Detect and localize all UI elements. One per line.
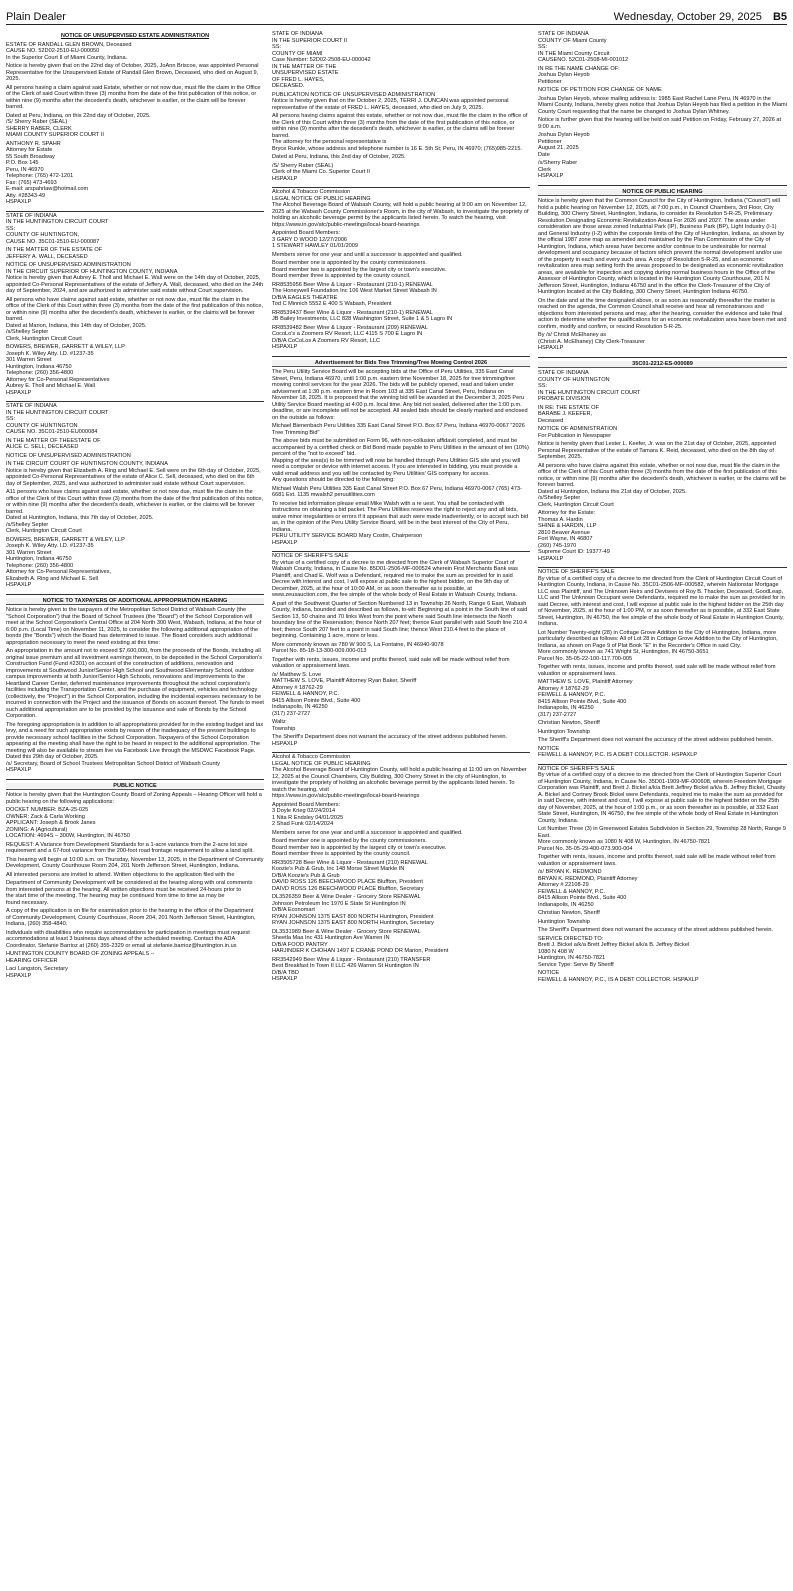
- legal-notice: [6, 779, 264, 984]
- notice-paragraph: NOTICE OF SHERIFF'S SALE By virtue of a certified copy of a decree to me directed from the Clerk of Huntington Circuit Court of Huntington County, Indiana, in Cause No. 35C01-2506-MF-000582, wherein Nationstar Mortgage LLC was Plaintiff, and The Unknown Heirs and Devisees of Roy B. Thacker, Deceased, GoodLeap, LLC and The Unknown Occupant were Defendants, required me to make the sum as provided for in said Decree, with interest and cost, I will expose at public sale to the highest bidder on the 25th day of November, 2025, at the hour of 1:00 PM, or as soon thereafter as is possible, at 332 East State Street, Huntington, IN 46750, the fee simple of the whole body of Real Estate in Huntington County, Indiana.: [538, 569, 785, 627]
- legal-notice: [6, 211, 264, 401]
- notice-paragraph: Members serve for one year and until a successor is appointed and qualified.: [272, 251, 463, 258]
- notice-paragraph: IN RE: THE ESTATE OF BARABE J. KEEFER, Deceased: [538, 404, 599, 424]
- notice-paragraph: NOTICE OF SHERIFF'S SALE By virtue of a certified copy of a decree to me directed from the Clerk of Huntington Superior Court of Huntington County, Indiana, in Cause No. 35D01-1909-MF-000608, wherein Freedom Mortgage Corporation was Plaintiff, and Brett J. Bickel a/k/a Brett Jeffrey Bickel a/k/a B. Jeffrey Bickel, Chasity A. Bickel and Cortney Brook Bickel were Defendants, required me to make the sum as provided for in said Decree, with interest and cost, I will expose at public sale to the highest bidder on the 25th day of November, 2025, at the hour of 1:00 p.m., or as soon thereafter as is possible, at 332 East State Street, Huntington, IN 46750, the fee simple of the whole body of Real Estate in Huntington County, Indiana.: [538, 765, 786, 824]
- notice-paragraph: Notice is hereby given that Lester L. Keefer, Jr. was on the 21st day of October, 2025, appointed Personal Representative of the estate of Tamara K. Reid, deceased, who died on the 8th day of September, 2025.: [538, 441, 776, 460]
- notice-paragraph: Alcohol & Tobacco Commission LEGAL NOTICE OF PUBLIC HEARING The Alcohol Beverage Board of Wabash County, will hold a public hearing at 9:00 am on November 12, 2025 at the Wabash County Commissioner's Room, in the city of Wabash, to investigate the propriety of holding an alcoholic beverage permit by the applicants listed herein. To watch the hearing, visit https://www.in.gov/atc/public-meetings/local-board-hearings: [272, 189, 529, 228]
- notice-paragraph: BOWERS, BREWER, GARRETT & WILEY, LLP Joseph K. Wiley Atty. I.D. #1237-35 301 Warren Street Huntington, Indiana 46750 Telephone: (260) 356-4800 Attorney for Co-Personal Representatives, Elizabeth A. Ring and Michael E. Sell HSPAXLP: [6, 536, 125, 588]
- legal-notice: [272, 356, 530, 551]
- legal-notice: [6, 401, 264, 593]
- notice-title: NOTICE OF UNSUPERVISED ESTATE ADMINISTRATION: [60, 33, 210, 39]
- notice-paragraph: Alcohol & Tobacco Commission LEGAL NOTICE OF PUBLIC HEARING The Alcohol Beverage Board of Huntington County, will hold a public hearing at 11:00 am on November 12, 2025 at the Council Chambers, City Building, 300 Cherry Street in the city of Huntington, to investigate the propriety of holding an alcoholic beverage permit by the applicants listed herein. To watch the hearing, visit https://www.in.gov/atc/public-meetings/local-board-hearings: [272, 754, 527, 799]
- notice-paragraph: All persons who have claims against this estate, whether or not now due, must file the claim in the office of the Clerk of this Court within three (3) months from the date of the first publication of this notice, or within nine (9) months after the decedent's death, whichever is earlier, or the claims will be forever barred. Dated at Huntington, Indiana this 21st day of October, 2025. /s/Shelley Septer Clerk, Huntington Circuit Court: [538, 462, 786, 508]
- publication-name: Plain Dealer: [6, 11, 66, 23]
- notice-paragraph: /S/ Sherry Raber (SEAL) Clerk of the Miami Co. Superior Court II HSPAXLP: [272, 162, 370, 182]
- notice-title: PUBLIC NOTICE: [6, 783, 264, 791]
- issue-date: Wednesday, October 29, 2025: [613, 11, 762, 23]
- legal-notice: [272, 752, 530, 987]
- notice-paragraph: Christian Newton, Sheriff: [538, 720, 600, 726]
- notice-paragraph: RR8535956 Beer Wine & Liquor - Restaurant (210-1) RENEWAL The Honeywell Foundation Inc 106 West Market Street Wabash IN D/B/A EAGLES THEATRE Tod C Minnich 5552 E 400 S Wabash, President: [272, 281, 437, 307]
- notice-paragraph: The Peru Utility Service Board will be accepting bids at the Office of Peru Utilities, 335 East Canal Street, Peru, Indiana 46970, until 1:00 p.m. eastern time November 18, 2025 for tree trimming/tree mowing control services for the year 2026. The bids will be publicly opened, read and taken under advisement at 1:30 p.m. eastern time in Room 103 at 335 East Canal Street, Peru, Indiana on November 18, 2025. It is proposed that the winning bid will be awarded at the December 3, 2025 Peru Utility Service Board meeting at 4:00 p.m. local time. Any bid not sealed, delivered after the 1:00 p.m. deadline, or are incomplete will not be accepted. All sealed bids should be clearly marked and enclosed on the outside as follows:: [272, 369, 528, 421]
- notice-paragraph: Huntington Township: [538, 918, 590, 925]
- notice-paragraph: Together with rents, issues, income and profits thereof, said sale will be made without relief from valuation or appraisement laws.: [272, 656, 510, 669]
- notice-paragraph: Laci Langston, Secretary HSPAXLP: [6, 966, 68, 979]
- notice-paragraph: Joshua Dylan Heyob, whose mailing address is: 1985 East Rachel Lane Peru, IN 46970 in the Miami County, Indiana, hereby gives notice that Joshua Dylan Heyob has filed a petition in the Miami County Court requesting that the name be changed to Joshua Dylan Whitney.: [538, 95, 787, 115]
- notice-paragraph: IN THE CIRCUIT COURT OF HUNTINGTON COUNTY, INDIANA Notice is hereby given that Elizabeth A. Ring and Michael E. Sell were on the 6th day of October, 2025, appointed Co-Personal Representatives of the estate of Alice C. Sell, deceased, who died on the 6th day of September, 2025, and was authorized to administer said estate without Court supervision.: [6, 461, 261, 487]
- notice-paragraph: More commonly known as 780 W 900 S, La Fontaine, IN 46940-9078 Parcel No. 85-18-13-300-009.000-013: [272, 641, 444, 654]
- notice-paragraph: STATE OF INDIANA COUNTY OF Miami County SS: IN THE Miami County Circuit CAUSENO. 52C01-2508-MI-001012: [538, 31, 629, 63]
- masthead: [6, 6, 787, 25]
- notice-paragraph: A part of the Southwest Quarter of Section Numbered 13 in Township 26 North, Range 6 East, Wabash County, Indiana, bounded and described as follows, to-wit: Beginning at a point in the South line of said Section 13, 50 chains and 70 links West from the point where said South line intersects the North boundary line of the Reservation; thence North 207 feet; thence East parallel with said South line 210.4 feet; thence South 207 feet to a point in said South line; thence West 210.4 feet to the place of beginning. Containing 1 acre, more or less.: [272, 600, 528, 639]
- notice-paragraph: All persons having a claim against said Estate, whether or not now due, must file the claim in the Office of the Clerk of said Court within three (3) months from the date of the first publication of this notice, or within nine (9) months after the decedent's death, whichever is earlier, or the claim will be forever barred.: [6, 84, 261, 110]
- notice-paragraph: IN RE THE NAME CHANGE OF: Joshua Dylan Heyob Petitioner: [538, 65, 620, 85]
- notice-paragraph: STATE OF INDIANA IN THE HUNTINGTON CIRCUIT COURT SS: COUNTY OF HUNTINGTON, CAUSE NO. 35C01-2510-EU-000087: [6, 212, 109, 245]
- notice-paragraph: Christian Newton, Sheriff: [538, 910, 600, 916]
- notice-paragraph: Notice is hereby given to the taxpayers of the Metropolitan School District of Wabash County (the "School Corporation") that the Board of School Trustees (the "Board") of the School Corporation will meet at the School Corporation's Central Office at 204 North 300 West, Wabash, Indiana, at the hour of 6:00 p.m. (Local Time) on November 11, 2025, to consider the following additional appropriation of the bonds (the "Bonds") which the Board has determined to issue. The Board considers such additional appropriation necessary to meet the need existing at this time:: [6, 607, 262, 646]
- notice-paragraph: ANTHONY R. SPAHR Attorney for Estate 55 South Broadway P.O. Box 145 Peru, IN 46970 Telephone: (765) 472-1201 Fax: (765) 473-4693 E-mail: arspahrlaw@hotmail.com Atty. #28343-49 HSPAXLP: [6, 140, 89, 205]
- notice-paragraph: Members serve for one year and until a successor is appointed and qualified.: [272, 829, 463, 836]
- notice-paragraph: RR8539482 Beer Wine & Liquor - Restaurant (209) RENEWAL CocoLo's a Zoomers RV Resort, LLC 4115 S 700 E Lagro IN D/B/A CoCoLos A Zoomers RV Resort, LLC HSPAXLP: [272, 324, 428, 350]
- notice-paragraph: Board member one is appointed by the county commissioners. Board member two is appointed by the largest city or town's executive. Board member three is appointed by the county council.: [272, 838, 447, 857]
- notice-paragraph: A copy of the application is on file for examination prior to the hearing in the office of the Department of Community Development, County Courthouse, Room 204, 201 North Jefferson Street, Huntington, Indiana, (260) 358-4840.: [6, 908, 256, 927]
- legal-notice: [272, 551, 530, 751]
- notice-paragraph: /s/ Matthew S. Love MATTHEW S. LOVE, Plaintiff Attorney Ryan Baker, Sheriff Attorney # 18762-29 FEIWELL & HANNOY, P.C. 8415 Allison Pointe Blvd., Suite 400 Indianapolis, IN 46250 (317) 237-2727: [272, 671, 417, 717]
- notice-paragraph: ESTATE OF RANDALL GLEN BROWN, Deceased CAUSE NO. 52D02-2510-EU-000050 In the Superior Court II of Miami County, Indiana.: [6, 41, 132, 61]
- notice-paragraph: /s/ BRYAN K. REDMOND BRYAN K. REDMOND, Plaintiff Attorney Attorney # 22108-29 FEIWELL & HANNOY, P.C. 8415 Allison Pointe Blvd., Suite 400 Indianapolis, IN 46250: [538, 869, 638, 908]
- notice-paragraph: Individuals with disabilities who require accommodations for participation in meetings must request accommodations at least 3 business days ahead of the scheduled meeting. Contact the ADA Coordinator, Stefanie Barrioz at (260) 355-2329 or email at stefanie.barrioz@huntington.in.us: [6, 929, 250, 949]
- notice-title: NOTICE TO TAXPAYERS OF ADDITIONAL APPROPRIATION HEARING: [6, 598, 264, 606]
- notice-paragraph: Department of Community Development will be considered at the hearing along with oral comments from interested persons at the hearing. All written objections must be received 24-hours prior to the start time of the meeting. The hearing may be continued from time to time as may be found necessary.: [6, 880, 253, 906]
- notice-paragraph: Waltz Township: [272, 719, 296, 732]
- notice-paragraph: Notice is hereby given that the Common Council for the City of Huntington, Indiana ("Council") will hold a public hearing on November 12, 2025, at 7:00 p.m., in Council Chambers, 3rd Floor, City Building, 300 Cherry Street, Huntington, Indiana, to consider its Resolution 5-R-25, Preliminary Resolution Designating Economic Revitalization Areas For 2026 and 2027. The areas under consideration are those areas zoned Industrial Park (IP), Business Park (BP), Light Industry (I-1) and General Industry (I-2) within the corporate limits of the City of Huntington, Indiana, as shown by the official 1987 zone map as amended and maintained by the Plan Commission of the City of Huntington, Indiana, which areas have become and/or continue to be undesirable for normal development and occupancy because of factors which prevent the normal development and/or use of the property in each and every such area. A copy of Resolution 5-R-25, and an economic revitalization area map setting forth the areas proposed to be designated as economic revitalization areas, are available for inspection and copying during normal business hours in the Office of the Assessor of Huntington County, which is located in the Huntington County Courthouse, 201 N. Jefferson Street, Huntington, Indiana 46750 and in the office the Clerk-Treasurer of the City of Huntington located at the City Building, 300 Cherry Street, Huntington Indiana 46750.: [538, 198, 784, 295]
- notice-paragraph: Together with rents, issues, income and profits thereof, said sale will be made without relief from valuation or appraisement laws.: [538, 854, 776, 867]
- notice-paragraph: All interested persons are invited to attend. Written objections to the application filed with the: [6, 871, 235, 878]
- notice-paragraph: On the date and at the time designated above, or as soon as reasonably thereafter the matter is reached on the agenda, the Common Council shall receive and hear all remonstrances and objections from interested persons and may, after the hearing, consider the evidence and take final action to determine whether the qualifications for an economic revitalization area have been met and confirm, modify and confirm, or rescind Resolution 5-R-25.: [538, 297, 787, 330]
- notice-paragraph: NOTICE OF UNSUPERVISED ADMINISTRATION: [6, 452, 131, 459]
- notice-paragraph: STATE OF INDIANA IN THE HUNTINGTON CIRCUIT COURT SS: COUNTY OF HUNTINGTON CAUSE NO. 35C01-2510-EU000084: [6, 403, 109, 435]
- notice-paragraph: NOTICE OF PETITION FOR CHANGE OF NAME: [538, 87, 662, 93]
- notice-paragraph: Attorney for the Estate: Thomas A. Hardin SHINE & HARDIN, LLP 2810 Beaver Avenue Fort Wayne, IN 46807 (260) 745-1970 Supreme Court ID: 19377-49 HSPAXLP: [538, 510, 610, 562]
- page-number: B5: [772, 11, 787, 23]
- notice-paragraph: NOTICE FEIWELL & HANNOY, P.C., IS A DEBT COLLECTOR. HSPAXLP: [538, 970, 699, 983]
- masthead-right: [614, 11, 787, 24]
- notice-paragraph: The foregoing appropriation is in addition to all appropriations provided for in the existing budget and tax levy, and a need for such appropriation exists by reason of the inadequacy of the present buildings to provide necessary school facilities in the School Corporation. Taxpayers of the School Corporation appearing at the meeting shall have the right to be heard in respect to the additional appropriation. The meeting will also be available to stream live via Facebook Live through the MSDWC Facebook Page. Dated this 29th day of October, 2025. /s/ Secretary, Board of School Trustees Metropolitan School District of Wabash County HSPAXLP: [6, 721, 264, 773]
- legal-notice: [6, 30, 264, 210]
- notice-paragraph: Notice is further given that the hearing will be held on said Petition on Friday, February 27, 2026 at 9:00 a.m.: [538, 117, 782, 130]
- legal-notice: [538, 567, 787, 763]
- notice-title: 35C01-2212-ES-000089: [538, 361, 787, 369]
- notice-paragraph: DL3531989 Beer & Wine Dealer - Grocery Store RENEWAL Sheetla Maa Inc 431 Huntington Ave Warren IN D/B/A FOOD PANTRY HARJINDER K CHOHAN 1497 E CRANE POND DR Marion, President: [272, 928, 449, 954]
- notice-paragraph: The Sheriff's Department does not warrant the accuracy of the street address published herein.: [538, 737, 774, 743]
- notice-paragraph: RR8539437 Beer Wine & Liquor - Restaurant (210-1) RENEWAL JB Bailey Investments, LLC 828 Washington Street, Suite 1 & 5 Lagro IN: [272, 309, 453, 322]
- notice-paragraph: BOWERS, BREWER, GARRETT & WILEY, LLP Joseph K. Wiley Atty. I.D. #1237-35 301 Warren Street Huntington, Indiana 46750 Telephone: (260) 356-4800 Attorney for Co-Personal Representatives Aubrey E. Tholl and Michael E. Wall HSPAXLP: [6, 344, 125, 396]
- notice-paragraph: Appointed Board Members: 3 Doyle Krieg 02/24/2014 1 Nita R Endsley 04/01/2025 2 Shad Funk 02/14/2024: [272, 801, 344, 827]
- notice-paragraph: REQUEST: A Variance from Development Standards for a 1-acre variance from the 2-acre lot size requirement and a 67-foot variance from the 200-foot road frontage requirement to allow a land split.: [6, 841, 254, 854]
- notice-paragraph: NOTICE FEIWELL & HANNOY, P.C. IS A DEBT COLLECTOR. HSPAXLP: [538, 745, 698, 758]
- notice-paragraph: /s/Sherry Raber Clerk HSPAXLP: [538, 160, 578, 179]
- notice-paragraph: Board member one is appointed by the county commissioners. Board member two is appointed by the largest city or town's executive. Board member three is appointed by the county council.: [272, 260, 447, 279]
- notice-title: Advertisement for Bids Tree Trimming/Tree Mowing Control 2026: [272, 360, 530, 368]
- notice-paragraph: STATE OF INDIANA IN THE SUPERIOR COURT II SS: COUNTY OF MIAMI Case Number: 52D02-2508-EU-000042 IN THE MATTER OF THE UNSUPERVISED ESTATE OF FRED L. HAYES, DECEASED.: [272, 31, 371, 89]
- notice-paragraph: Appointed Board Members: 3 GARY D WOOD 12/27/2006 1 STEWART HAWLEY 01/01/2009: [272, 230, 359, 249]
- notice-paragraph: Michael Bienenbach Peru Utilities 335 East Canal Street P.O. Box 67 Peru, Indiana 46970-0067 "2026 Tree Trimming Bid": [272, 423, 525, 436]
- notice-paragraph: Lot Number Three (3) in Greenwood Estates Subdivision in Section 29, Township 28 North, Range 9 East. More commonly known as 1080 N 408 W, Huntington, IN 46750-7821 Parcel No. 35-05-29-400-073.900-004: [538, 826, 786, 852]
- column-3: [538, 30, 787, 1587]
- notice-paragraph: Joshua Dylan Heyob Petitioner August 21, 2025 Date: [538, 132, 590, 158]
- notice-paragraph: Huntington Township: [538, 728, 590, 735]
- notice-paragraph: Lot Number Twenty-eight (28) in Cottage Grove Addition to the City of Huntington, Indiana, more particularly described as follows: All of Lot 28 in Cottage Grove Addition to the City of Huntington, Indiana, as shown on Page 9 of Plat Book "E" in the Recorder's Office in said City. More commonly known as 741 Wright St, Huntington, IN 46750-3651 Parcel No. 35-05-22-100-117.700-005: [538, 629, 778, 662]
- notice-paragraph: HUNTINGTON COUNTY BOARD OF ZONING APPEALS -- HEARING OFFICER: [6, 951, 155, 964]
- legal-notice: [272, 30, 530, 186]
- notice-paragraph: This hearing will begin at 10:00 a.m. on Thursday, November 13, 2025, in the Department of Community Development, County Courthouse Room 204, 201 North Jefferson Street, Huntington, Indiana.: [6, 856, 264, 869]
- legal-notice: [538, 30, 787, 184]
- notice-paragraph: RR3505728 Beer Wine & Liquor - Restaurant (210) RENEWAL Koozie's Pub & Grub, Inc 148 Morse Street Markle IN D/B/A Koozie's Pub & Grub DAVID ROSS 126 BEECHWOOD PLACE Bluffton, President DAIVD ROSS 126 BEECHWOOD PLACE Bluffton, Secretary: [272, 859, 428, 892]
- notice-paragraph: Notice is hereby given that the Huntington County Board of Zoning Appeals – Hearing Officer will hold a public hearing on the following applications:: [6, 792, 262, 805]
- notice-paragraph: NOTICE OF UNSUPERVISED ADMINISTRATION IN THE CIRCUIT SUPERIOR OF HUNTINGTON COUNTY, INDIANA Notice is hereby given that Aubrey E. Tholl and Michael E. Wall were on the 14th day of October, 2025, appointed Co-Personal Representatives of the estate of Jeffery A. Wall, deceased, who died on the 24th day of September, 2024, and are authorized to administer said estate without Court supervision.: [6, 262, 264, 294]
- notice-paragraph: DOCKET NUMBER: BZA-25-025 OWNER: Zack & Carla Working APPLICANT: Joseph & Brook Janes ZONING: A (Agricultural) LOCATION: 4694S – 300W, Huntington, IN 46750: [6, 807, 130, 839]
- notice-paragraph: RR3542949 Beer Wine & Liquor - Restaurant (210) TRANSFER Best Breakfast In Town II LLC 426 Warren St Huntington IN D/B/A TBD HSPAXLP: [272, 956, 431, 982]
- legal-notice: [6, 594, 264, 778]
- notice-paragraph: The above bids must be submitted on Form 96, with non-collusion affidavit completed, and must be accompanied by a certified check or Bid Bond made payable to Peru Utilities in the amount of ten (10%) percent of the "not to exceed" bid. Mapping of the area(s) to be trimmed will now be handled through Peru Utilities GIS site and you will need a computer or device with internet access. If you are interested in bidding, you must provide a valid email address and you will be contacted by Peru Utilities' GIS company for access. Any questions should be directed to the following:: [272, 438, 529, 483]
- notice-title: NOTICE OF PUBLIC HEARING: [538, 189, 787, 197]
- notice-paragraph: The Sheriff's Department does not warrant the accuracy of the street address published herein.: [538, 927, 774, 933]
- notice-paragraph: IN THE MATTER OF THEESTATE OF ALICE C. SELL, DECEASED: [6, 437, 101, 450]
- notice-paragraph: Dated at Peru, Indiana, on this 22nd day of October, 2025. /S/ Sherry Raber (SEAL) SHERRY RABER, CLERK MIAMI COUNTY SUPERIOR COURT II: [6, 112, 151, 138]
- column-2: [272, 30, 530, 1587]
- legal-notice: [538, 357, 787, 567]
- notice-paragraph: An appropriation in the amount not to exceed $7,600,000, from the proceeds of the Bonds, including all original issue premium and all investment earnings thereon, to be deposited in the School Corporation's Construction Fund (Fund #2301) on account of the construction of additions, renovation and improvements at Southwood Junior/Senior High School and Southwood Elementary School, outdoor campus improvements at both Junior/Senior High Schools, renovations and improvements to the Heartland Career Center, deferred maintenance improvements throughout the school corporation's facilities including the Transportation Center, and the purchase of equipment, vehicles and technology (collectively, the "Project") in the School Corporation, including the incidental expenses necessary to be incurred in connection with the Project and the issuance of Bonds on account thereof. The funds to meet such additional appropriation are to be provided by the issuance and sale of Bonds by the School Corporation.: [6, 648, 264, 719]
- notice-paragraph: All persons having claims against this estate, whether or not now due, must file the claim in the office of the Clerk of this Court within three (3) months from the date of the first publication of this notice, or within nine (9) months after the decedent's death, whichever is earlier, or the claims will be forever barred. The attorney for the personal representative is Bryce Runkle, whose address and telephone number is 16 E. 5th St; Peru, IN 46970; (765)985-2215.: [272, 113, 528, 152]
- notice-paragraph: Dated at Peru, Indiana, this 2nd day of October, 2025.: [272, 154, 406, 160]
- notice-paragraph: SERVICE DIRECTED TO: Brett J. Bickel a/k/a Brett Jeffrey Bickel a/k/a B. Jeffrey Bickel 1080 N 408 W Huntington, IN 46750-7821 Service Type: Serve By Sheriff: [538, 935, 690, 968]
- notice-paragraph: A11 persons who have claims against said estate, whether or not now due, must file the claim in the office of the Clerk of this Court within three (3) months from the date of the first publication of this notice, or within nine (9) months after the decedent's death, whichever is earlier, or the claims will be forever barred. Dated at Huntington, Indiana, this 7th day of October, 2025. /s/Shelley Septer Clerk, Huntington Circuit Court: [6, 489, 264, 534]
- notice-paragraph: NOTICE OF ADMINISTRATION For Publication in Newspaper: [538, 426, 618, 439]
- legal-notice: [272, 187, 530, 355]
- notice-paragraph: STATE OF INDIANA COUNTY OF HUNTINGTON SS: IN THE HUNTINGTON CIRCUIT COURT PROBATE DIVISION: [538, 370, 641, 402]
- notice-paragraph: Michael Walsh Peru Utilities 335 East Canal Street P.O. Box 67 Peru, Indiana 46970-0067 (765) 473-6681 Ext. 1135 mwalsh2 peruutilities.com: [272, 485, 522, 498]
- notice-paragraph: IN THE MATTER OF THE ESTATE OF JEFFERY A. WALL, DECEASED: [6, 247, 103, 260]
- legal-notice: [538, 185, 787, 356]
- notice-paragraph: By /s/ Christi McElhaney as (Christi A. McElhaney) City Clerk-Treasurer HSPAXLP: [538, 332, 646, 351]
- notice-paragraph: All persons who have claims against said estate, whether or not now due, must file the claim in the office of the Clerk of this Court within three (3) months from the date of the first publication of this notice, or within nine (9) months after the decedent's death, whichever is earlier, or the claims will be forever barred. Dated at Marion, Indiana, this 14th day of October, 2025. /s/Shelley Septer Clerk, Huntington Circuit Court: [6, 296, 264, 342]
- notice-paragraph: The Sheriff's Department does not warrant the accuracy of the street address published herein. HSPAXLP: [272, 734, 508, 747]
- notice-paragraph: Notice is hereby given that on the 22nd day of October, 2025, JoAnn Briscoe, was appointed Personal Representative for the Unsupervised Estate of Randall Glen Brown, Deceased, who died on August 9, 2025.: [6, 63, 259, 82]
- notice-paragraph: PUBLICATION NOTICE OF UNSUPERVISED ADMINISTRATION Notice is hereby given that on the October 2, 2025, TERRI J. DUNCAN was appointed personal representative of the estate of FRED L. HAYES, deceased, who died on July 9, 2025.: [272, 91, 509, 111]
- notice-paragraph: MATTHEW S. LOVE, Plaintiff Attorney Attorney # 18762-29 FEIWELL & HANNOY, P.C. 8415 Allison Pointe Blvd., Suite 400 Indianapolis, IN 46250 (317) 237-2727: [538, 679, 633, 718]
- notice-paragraph: NOTICE OF SHERIFF'S SALE By virtue of a certified copy of a decree to me directed from the Clerk of Wabash Superior Court of Wabash County, Indiana, in Cause No. 85D01-2506-MF-000524 wherein First Merchants Bank was Plaintiff, and Chad E. Wolf was a Defendant, required me to make the sum as provided for in said Decree with interest and cost, I will expose at public sale to the highest bidder, on the 9th day of December, 2025, at the hour of 10:00 AM, or as soon thereafter as is possible, at www.zeusauction.com, the fee simple of the whole body of Real Estate in Wabash County, Indiana.: [272, 553, 518, 598]
- notice-paragraph: DL3526359 Beer & Wine Dealer - Grocery Store RENEWAL Johnson Petroleum Inc 1970 E State St Huntington IN D/B/A Economart RYAN JOHNSON 1375 EAST 800 NORTH Huntington, President RYAN JOHNSON 1375 EAST 800 NORTH Huntington, Secretary: [272, 894, 434, 926]
- column-1: [6, 30, 264, 1587]
- notice-paragraph: To receive bid information please email Mike Walsh with a re uest. You shall be contacted with instructions on obtaining a bid packet. The Peru Utilities reserves the right to reject any and all bids, waive minor irregularities or errors if it appears that such were made inadvertently, or to accept such bid as, in the opinion of the Peru Utility Service Board, will be in the best interest of the City of Peru, Indiana. PERU UTILITY SERVICE BOARD Mary Costin, Chairperson HSPAXLP: [272, 500, 529, 546]
- legal-notice: [538, 764, 787, 988]
- notice-paragraph: Together with rents, issues, income and profits thereof, said sale will be made without relief from valuation or appraisement laws.: [538, 664, 776, 677]
